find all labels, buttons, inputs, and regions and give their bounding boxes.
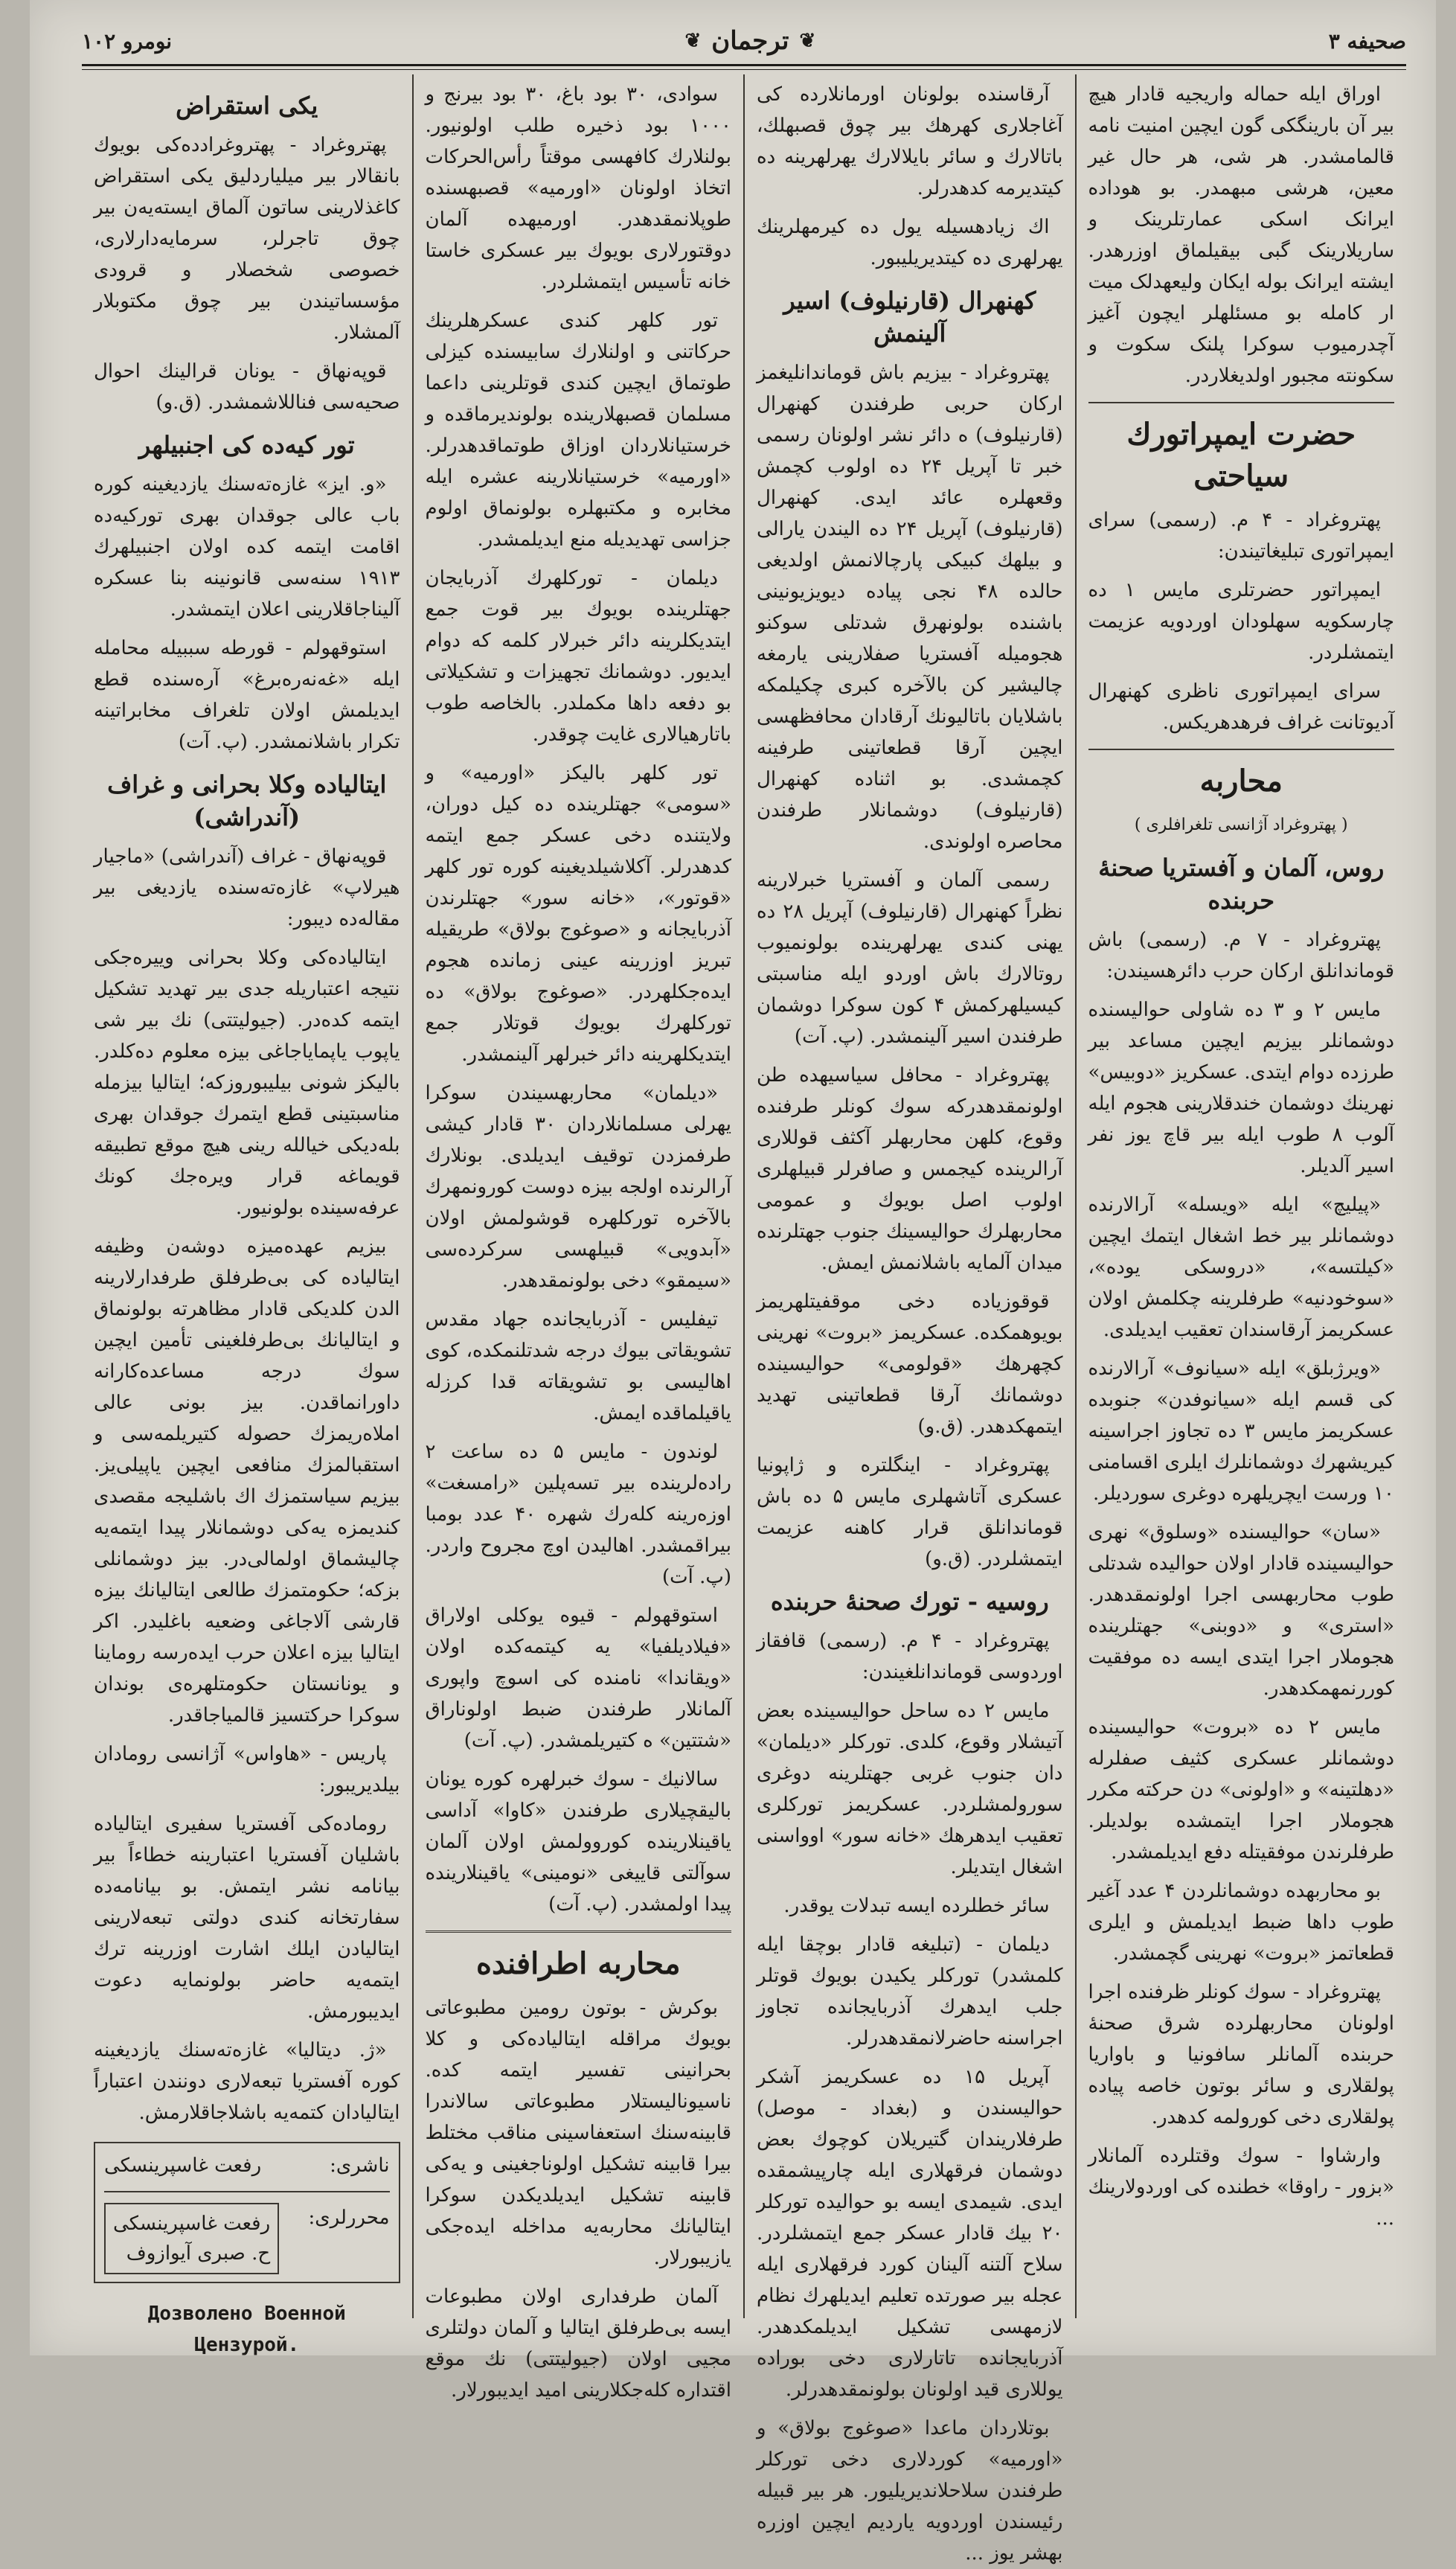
article-paragraph: بوتلاردان ماعدا «صوغوج بولاق» و «اورمیه» کوردلاری دخی تورکلر طرفندن سلاحلاندیریلیور. هر بیر قبیله رئیسندن اوردویه یاردیم ایچین اوزره بهشر یوز ... [757, 2417, 1063, 2565]
article-subheading: ( پهتروغراد آژانسی تلغرافلری ) [1134, 816, 1348, 834]
article-paragraph: پهتروغراد - ۴ م. (رسمی) قافقاز اوردوسی قوماندانلغیندن: [757, 1630, 1063, 1683]
editor-name: رفعت غاسپرینسکی [113, 2213, 271, 2235]
editor-name: ح. صبری آیوازوف [126, 2242, 271, 2265]
ornament-icon: ❦ [799, 30, 816, 52]
article-paragraph: تور کلهر بالیکز «اورمیه» و «سومی» جهتلرینده ده کیل دوران، ولایتنده دخی عسکر جمع ایتمه کدهدرلر. آکلاشیلدیغینه کوره تور کلهر «قوتور»، «خانه سور» جهتلرندن آذربایجانه و «صوغوج بولاق» طریقیله تبریز اوزرینه عینی زمانده هجوم ایده‌جکلهردر. «صوغوج بولاق» ده تورکلهرك بویوك قوتلار جمع ایتدیکلهرینه دائر خبرلهر آلینمشدر. [425, 762, 731, 1066]
editors-row [104, 2203, 390, 2274]
section-divider [1088, 749, 1395, 750]
article-headline: محاربه اطرافنده [475, 1946, 681, 1981]
article-paragraph: روماده‌کی آفستریا سفیری ایتالیاده باشلیان آفستریا اعتبارینه خطاءاً بیر بیانامه نشر ایتمش. بو بیانامه‌ده سفارتخانه کندی دولتی تبعه‌لارینی ایتالیادن ایلك اشارت اوزرینه ترك ایتمه‌یه حاضر بولونمایه دعوت ایدیبورمش. [94, 1813, 400, 2023]
article-paragraph: لوندون - مایس ۵ ده ساعت ۲ راده‌لرینده بیر تسه‌پلین «رامسغت» اوزه‌رینه کله‌رك شهره ۴۰ عدد بومبا بیراقمشدر. اهالیدن اوچ مجروح واردر. (پ. آت) [425, 1441, 731, 1588]
article-paragraph: «دیلمان» محاربهسیندن سوکرا یهرلی مسلمانلاردان ۳۰ قادار کیشی طرفمزدن توقیف ایدیلدی. بونلارك آرالرنده اولجه بیزه دوست کورونمهرك بالآخره تورکلهره قوشولمش اولان «آبدویی» قبیلهسی سرکرده‌سی «سیمقو» دخی بولونمقدهدر. [425, 1082, 731, 1292]
article-paragraph: مایس ۲ ده ساحل حوالیسینده بعض آتیشلار وقوع، کلدی. تورکلر «دیلمان» دان جنوب غربی جهتلرینه دوغری سورولمشلردر. عسکریمز تورکلری تعقیب ایدهرهك «خانه سور» اوواسنی اشغال ایتدیلر. [757, 1700, 1063, 1878]
article-paragraph: پهتروغراد - اینگلتره و ژاپونیا عسکری آتاشهلری مایس ۵ ده باش قوماندانلق قرار کاهنه عزیمت ایتمشلردر. (ق.و) [757, 1454, 1063, 1570]
section-divider [426, 1930, 732, 1933]
article-paragraph: قوپه‌نهاق - غراف (آندراشی) «ماجیار هیرلاپ» غازه‌ته‌سنده یازدیغی بیر مقاله‌ده دیبور: [94, 845, 400, 930]
issue-number: نومرو ۱۰۲ [82, 28, 173, 54]
article-paragraph: پهتروغراد - پهتروغرادده‌کی بویوك بانقالار بیر میلیاردلیق یکی استقراض کاغذلارینی ساتون آلماق ایسته‌یه‌ن بیر چوق تاجرلر، سرمایه‌دارلاری، خصوصی شخصلار و قرودی مؤسساتیندن بیر چوق مکتوبلار آلمشلار. [94, 134, 400, 344]
article-paragraph: آپریل ۱۵ ده عسکریمز آشکر حوالیسندن و (بغداد - موصل) طرفلاریندان گتیریلان کوچوك بعض دوشمان فرقهلاری ایله چارپیشمقده ایدی. شیمدی ایسه بو حوالیده تورکلر ۲۰ بیك قادار عسکر جمع ایتمشلردر. سلاح آلتنه آلینان کورد فرقهلاری ایله عجله بیر صورتده تعلیم ایدیلهرك نظام لازمهسی تشکیل ایدیلمکدهدر. آذربایجانده تاتارلاری دخی بوراده یوللاری قید اولونان بولونمقدهدرلر. [757, 2066, 1063, 2401]
article-paragraph: آلمان طرفداری اولان مطبوعات ایسه بی‌طرفلق ایتالیا و آلمان دولتلری مجیی اولان (جیولیتتی) نك موقع اقتداره کله‌جکلارینی امید ایدیبورلار. [425, 2285, 731, 2402]
newspaper-page [30, 0, 1436, 2565]
article-paragraph: مایس ۲ و ۳ ده شاولی حوالیسنده دوشمانلر بیزیم ایچین مساعد بیر طرزده دوام ایتدی. عسکریز «دوبیس» نهرینك دوشمان خندقلارینی هجوم ایله آلوب ۸ طوب ایله بیر قاچ یوز نفر اسیر آلدیلر. [1088, 999, 1394, 1177]
article-paragraph: اك زیادهسیله یول ده کیرمهلرینك یهرلهری ده کیتدیریلیبور. [757, 216, 1063, 269]
article-paragraph: دیلمان - (تبلیغه قادار بوچقا ایله کلمشدر) تورکلر یکیدن بویوك قوتلر جلب ایدهرك آذربایجانده تجاوز اجراسنه حاضرلانمقدهدرلر. [757, 1933, 1063, 2050]
article-paragraph: پهتروغراد - ۴ م. (رسمی) سرای ایمپراتوری تبلیغاتیندن: [1088, 509, 1394, 563]
column-1 [1075, 74, 1407, 2318]
article-headline: تور کیه‌ده کی اجنبیلهر [138, 431, 355, 459]
article-headline: روسیه - تورك صحنهٔ حربنده [770, 1587, 1049, 1616]
article-paragraph: رسمی آلمان و آفستریا خبرلارینه نظراً کهنهرال (قارنیلوف) آپریل ۲۸ ده یهنی کندی یهرلهرینده بولونمیوب روتالارك باش اوردو ایله مناسبتی کیسیلهرکمش ۴ کون سوکرا دوشمان طرفندن اسیر آلینمشدر. (پ. آت) [757, 869, 1063, 1048]
article-paragraph: «ژ. دیتالیا» غازه‌ته‌سنك یازدیغینه کوره آفستریا تبعه‌لاری دونندن اعتباراً ایتالیادان کتمه‌یه باشلاجاقلارمش. [94, 2039, 400, 2124]
article-paragraph: ایتالیاده‌کی وکلا بحرانی وییره‌جکی نتیجه اعتباریله جدی بیر تهدید تشکیل ایتمه کده‌در. (جیولیتتی) نك بیر شی یاپوب یاپمایاجاغی بیزه معلوم ده‌کلدر. بالیکز شونی بیلیبوروزکه؛ ایتالیا بیزمله مناسبتینی قطع ایتمرك جوقدان بهری بله‌دیکی خیالله رینی هیچ موقع تطبیقه قویماغه قرار ویره‌جك کونك عرفه‌سینده بولونیور. [94, 947, 400, 1219]
article-paragraph: «پیلیچ» ایله «ویسله» آرالارنده دوشمانلر بیر خط اشغال ایتمك ایچین «کیلتسه»، «دروسکی یوده»، «سوخودنیه» طرفلرینه چکلمش اولان عسکریمز آرقاسندان تعقیب ایدیلدی. [1088, 1194, 1394, 1341]
article-paragraph: پاریس - «هاواس» آژانسی رومادان بیلدیریبور: [94, 1743, 400, 1797]
ornament-icon: ❦ [684, 30, 702, 52]
article-headline: ایتالیاده وکلا بحرانی و غراف (آندراشی) [107, 770, 387, 831]
publisher-label: ناشری: [330, 2154, 390, 2177]
column-3 [412, 74, 744, 2402]
censorship-stamp: Дозволено Военной Цензурой. [147, 2303, 346, 2356]
article-paragraph: سرای ایمپراتوری ناظری کهنهرال آدیوتانت غراف فرهدهریکس. [1088, 680, 1394, 734]
article-paragraph: بیزیم عهده‌میزه دوشه‌ن وظیفه ایتالیاده کی بی‌طرفلق طرفدارلارینه الدن کلدیکی قادار مظاهرته بولونماق و ایتالیانك بی‌طرفلغینی تأمین ایچین سوك درجه مساعده‌کارانه داورانماقدن. بیز بونی عالی املاه‌ریمزك حصوله کتیریلمه‌سی و استقبالمزك منافعی ایچین یاپیلی‌یز. بیزیم سیاستمزك اك باشلیجه مقصدی کندیمزه یه‌کی دوشمانلار پیدا ایتمه‌یه چالیشماق اولمالی‌در. بیز دوشمانلی بزکه؛ حکومتمزك طالعی ایتالیانك بیزه قارشی آلاجاغی وضعیه باغلیدر. اکر ایتالیا بیزه اعلان حرب ایده‌رسه روماینا و یونانستان حکومتلهره‌ی بوندان سوکرا حرکتسیز قالمیاجاقدر. [94, 1235, 400, 1727]
section-divider [104, 2191, 390, 2192]
article-headline: محاربه [1199, 764, 1283, 799]
article-paragraph: پهتروغراد - ۷ م. (رسمی) باش قوماندانلق ارکان حرب دائرهسیندن: [1088, 929, 1394, 982]
publisher-row [104, 2151, 390, 2181]
article-paragraph: دیلمان - تورکلهرك آذربایجان جهتلرینده بویوك بیر قوت جمع ایتدیکلرینه دائر خبرلار کلمه که دوام ایدیور. دوشمانك تجهیزات و تشکیلاتی بو دفعه داها مکملدر. بالخاصه طوب باتارهیالاری غایت چوقدر. [425, 567, 731, 746]
article-paragraph: بوکرش - بوتون رومین مطبوعاتی بویوك مراقله ایتالیاده‌کی و کلا بحرانینی تفسیر ایتمه کده. ناسیونالیستلار مطبوعاتی سالاندرا قابینه‌سنك استعفاسینی مناقب مختلط بیرا قابینه تشکیل اولوناجغینی و یه‌کی قابینه تشکیل ایدیلدیکدن سوکرا ایتالیانك محاربه‌یه مداخله ایده‌جکی یازیبورلار. [425, 1997, 731, 2269]
masthead-rule [82, 64, 1406, 70]
article-headline: کهنهرال (قارنیلوف) اسیر آلینمش [783, 287, 1036, 348]
article-paragraph: «سان» حوالیسنده «وسلوق» نهری حوالیسینده قادار اولان حوالیده شدتلی طوب محاربهسی اجرا اولونمقدهدر. «استری» و «دوبنی» جهتلرینده هجوملار اجرا ایتدی ایسه ده موفقیت کوررنمهمکدهدر. [1088, 1521, 1394, 1700]
newspaper-title: ترجمان [711, 26, 789, 56]
article-paragraph: پهتروغراد - محافل سیاسیهده طن اولونمقدهدرکه سوك کونلر طرفنده وقوع، کلهن محاربهلر آکثف قوللاری آرالرینده کیجمس و صافرلر قبیلهلری اولوب اصل بویوك و عمومی محاربهلرك حوالیسینك جنوب جهتلرنده میدان آلمایه باشلانمش ایمش. [757, 1064, 1063, 1274]
article-paragraph: مایس ۲ ده «بروت» حوالیسینده دوشمانلر عسکری کثیف صفلرله «دهلتینه» و «اولونی» دن حرکته مکرر هجوملار اجرا ایتمشده بولدیلر. طرفلرندن موفقیتله دفع ایدیلمشدر. [1088, 1716, 1394, 1863]
newspaper-title-block [685, 26, 816, 56]
article-headline: یکی استقراض [176, 92, 318, 120]
publisher-name: رفعت غاسپرینسکی [104, 2154, 262, 2177]
article-paragraph: پهتروغراد - بیزیم باش قوماندانلیغمز ارکان حربی طرفندن کهنهرال (قارنیلوف) ه دائر نشر اولونان رسمی خبر تا آپریل ۲۴ ده اولوب کچمش وقعهلره عائد ایدی. کهنهرال (قارنیلوف) آپریل ۲۴ ده الیندن یارالی و بیلهك کبیکی پارچالانمش اولدیغی حالده ۴۸ نجی پیاده دیویزیونینی باشنده بولونهرق شدتلی سوکنو هجومیله آفستریا صفلارینی یارمغه چالیشیر کن بالآخره کبری چکیلمکه باشلایان باتالیونك آرقادان محافظهسی ایچین آرقا قطعاتینی طرفینه کچمشدی. بو اثناده کهنهرال (قارنیلوف) دوشمانلار طرفندن محاصره اولوندی. [757, 362, 1063, 853]
section-divider [1088, 402, 1395, 403]
imprint-box [94, 2142, 400, 2283]
article-paragraph: سوادی، ۳۰ بود باغ، ۳۰ بود بیرنج و ۱۰۰۰ بود ذخیره طلب اولونیور. بولنلارك كافهسی موقتاً رأس‌الحرکات اتخاذ اولونان «اورمیه» قصبهسنده طوپلانمقدهدر. اورمیهده آلمان دوقتورلاری بویوك بیر عسکری خاستا خانه تأسیس ایتمشلردر. [425, 83, 731, 293]
article-paragraph: استوقهولم - قورطه سببیله محامله ایله «غه‌نه‌ره‌برغ» آره‌سنده قطع ایدیلمش اولان تلغراف مخابراتینه تکرار باشلانمشدر. (پ. آت) [94, 637, 400, 753]
article-headline: حضرت ایمپراتورك سیاحتی [1126, 417, 1356, 493]
column-2 [743, 74, 1075, 2565]
article-paragraph: اوراق ایله حماله واریجیه قادار هیچ بیر آن بارینگکی گون ایچین امنیت نامه قالمامشدر. هر شی، هر حال غیر معین، هرشی مبهمدر. بو هوداده ایرانک اسکی عمارتلرینک و ساریلارینک گبی بیقیلماق اوزرهدر. ایشته ایرانک بوله ایکان ولیعهدلک میت ار کامله بو مسئلهلر ایچون آغیز آچدرمیوب سوکرا پلنک سکوت و سکونته مجبور اولدیغلاردر. [1088, 83, 1394, 387]
masthead [82, 15, 1406, 67]
article-paragraph: سائر خطلرده ایسه تبدلات یوقدر. [783, 1895, 1050, 1917]
article-paragraph: «و. ایز» غازه‌ته‌سنك یازدیغینه کوره باب عالی جوقدان بهری تورکیه‌ده اقامت ایتمه کده اولان اجنبیلهرك ۱۹۱۳ سنه‌سی قانونینه بنا عسکره آلیناجاقلارینی اعلان ایتمشدر. [94, 473, 400, 621]
article-paragraph: آرقاسنده بولونان اورمانلارده کی آغاجلاری کهرهك بیر چوق قصبهلك، باتالارك و سائر بایلالارك یهرلهرینه ده کیتدیرمه کدهدرلر. [757, 83, 1063, 199]
editors-label: محررلری: [308, 2207, 390, 2229]
page-number: صحیفه ۳ [1328, 28, 1406, 54]
columns [82, 74, 1406, 2565]
article-paragraph: تیفلیس - آذربایجانده جهاد مقدس تشویقاتی بیوك درجه شدتلنمکده، کوی اهالیسی بو تشویقاته قدا کرزله یاقیلماقده ایمش. [425, 1308, 731, 1424]
article-headline: روس، آلمان و آفستریا صحنهٔ حربنده [1098, 854, 1385, 915]
article-paragraph: پهتروغراد - سوك کونلر ظرفنده اجرا اولونان محاربهلرده شرق صحنهٔ حربنده آلمانلر سافونیا و باواریا پولقلاری و سائر بوتون خاصه پیاده پولقلاری دخی کورولمه کدهدر. [1088, 1981, 1394, 2128]
article-paragraph: استوقهولم - قیوه یوکلی اولاراق «فیلادیلفیا» یه کیتمه‌کده اولان «ویقاندا» نامنده کی اسوچ واپوری آلمانلار طرفندن ضبط اولوناراق «شتتین» ه کتیریلمشدر. (پ. آت) [425, 1605, 731, 1752]
article-paragraph: تور کلهر کندی عسکرهلرینك حرکاتنی و اولنلارك سابیسنده کیزلی طوتماق ایچین کندی قوتلرینی داعما مسلمان قصبهلارینده بولوندیرماقده و خرستیانلاردان اوزاق طوتماقدهدرلر. «اورمیه» خرستیانلارینه عشره ایله مخابره و مکتبهلره بولونماق اولوم جزاسی تهدیدیله منع ایدیلمشدر. [425, 310, 731, 551]
article-paragraph: بو محاربهده دوشمانلردن ۴ عدد آغیر طوب داها ضبط ایدیلمش و ایلری قطعاتمز «بروت» نهرینی گچمشدر. [1088, 1880, 1394, 1965]
editors-names [104, 2203, 279, 2274]
article-paragraph: قوپه‌نهاق - یونان قرالینك احوال صحیه‌سی فناللاشمشدر. (ق.و) [94, 360, 400, 414]
article-paragraph: سالانیك - سوك خبرلهره کوره یونان بالیقچیلاری طرفندن «کاوا» آداسی یاقینلارینده کوروولمش اولان آلمان سوآلتی قاییغی «نومینی» یاقینلارینده پیدا اولمشدر. (پ. آت) [425, 1768, 731, 1916]
article-paragraph: وارشاوا - سوك وقتلرده آلمانلار «بزور - راوقا» خطنده کی اوردولارینك ... [1088, 2145, 1394, 2230]
article-paragraph: «ویرژبلق» ایله «سیانوف» آرالارنده کی قسم ایله «سیانوفدن» جنوبده عسکریمز مایس ۳ ده تجاوز اجراسینه کیریشهرك دوشمانلرك ایلری اقسامنی ۱۰ ورست ایچریلهره دوغری سوردیلر. [1088, 1357, 1394, 1505]
article-paragraph: ایمپراتور حضرتلری مایس ۱ ده چارسکویه سهلودان اوردویه عزیمت ایتمشلردر. [1088, 579, 1394, 664]
column-4 [82, 74, 412, 2356]
article-paragraph: قوقوزیاده دخی موقفیتلهریمز بویوهمکده. عسکریمز «بروت» نهرینی کچهرهك «قولومی» حوالیسینده دوشمانك آرقا قطعاتینی تهدید ایتمهکدهدر. (ق.و) [757, 1290, 1063, 1438]
